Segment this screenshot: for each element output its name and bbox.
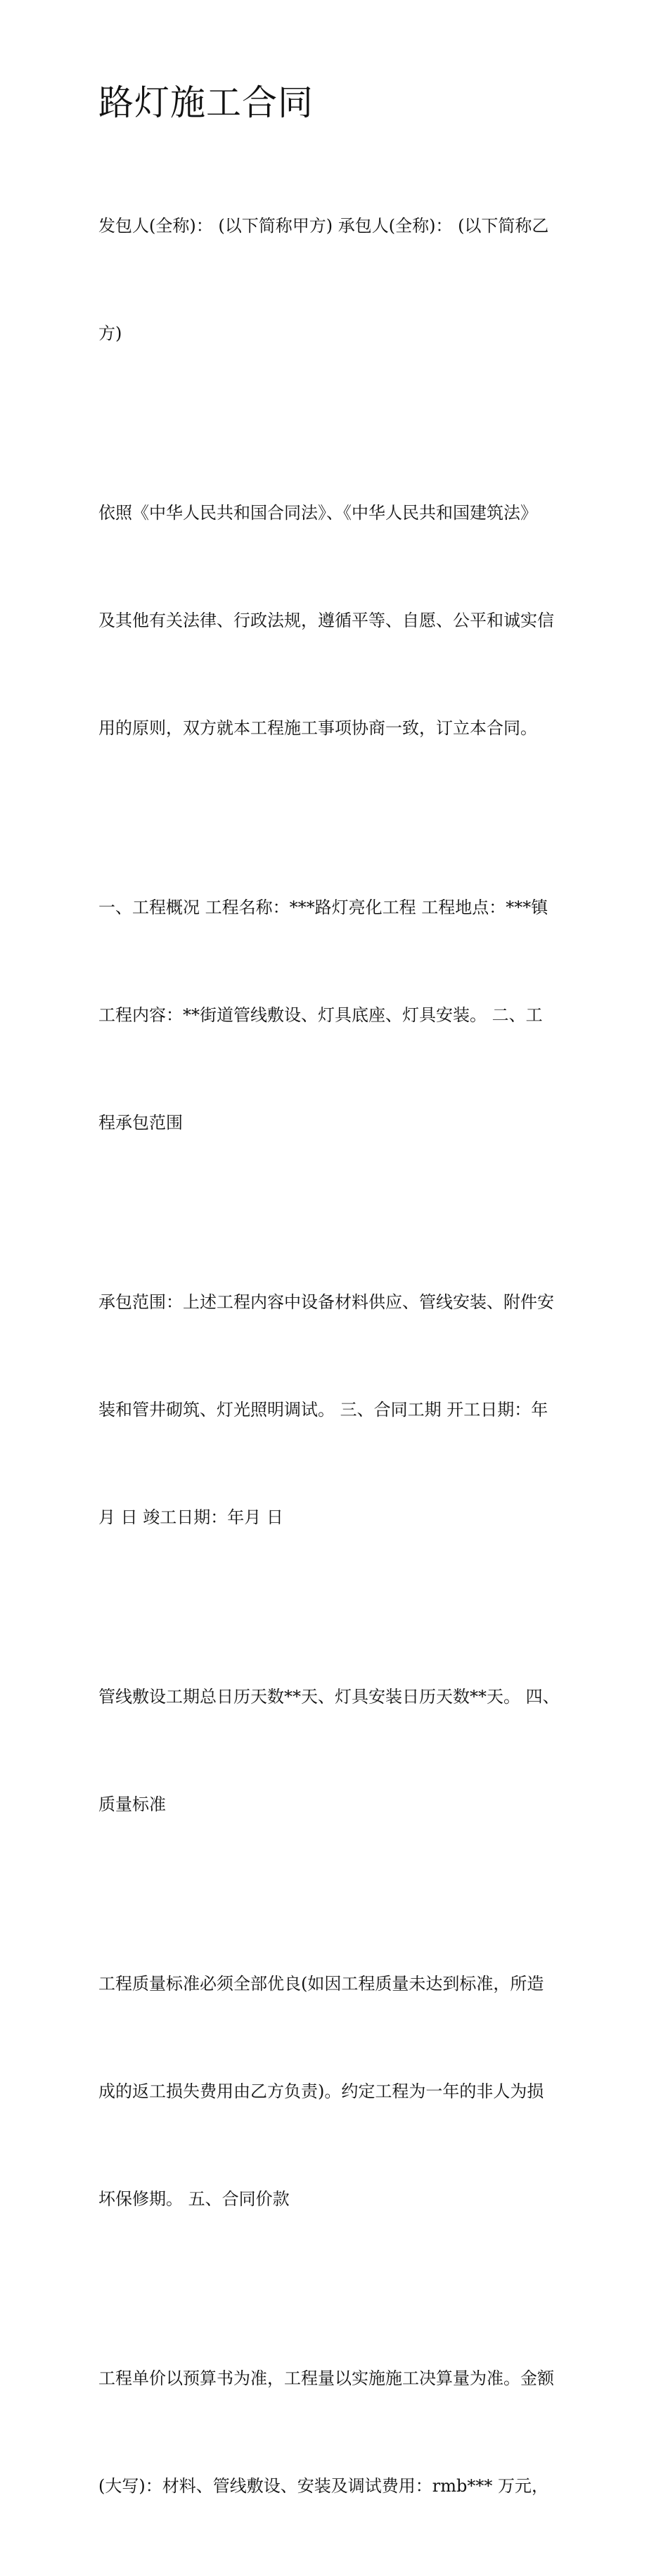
text-line: 发包人(全称)： (以下简称甲方) 承包人(全称)： (以下简称乙 xyxy=(98,216,549,236)
text-line: 管线敷设工期总日历天数**天、灯具安装日历天数**天。 四、 xyxy=(98,1687,560,1707)
text-line: 成的返工损失费用由乙方负责)。约定工程为一年的非人为损 xyxy=(98,2081,544,2101)
text-line: (大写)：材料、管线敷设、安装及调试费用：rmb*** 万元， xyxy=(98,2476,548,2496)
text-line: 用的原则，双方就本工程施工事项协商一致，订立本合同。 xyxy=(98,718,537,738)
text-line: 月 日 竣工日期：年月 日 xyxy=(98,1507,283,1527)
document-page xyxy=(98,76,577,2576)
paragraph-contract-scope xyxy=(98,1213,577,1607)
text-line: 承包范围：上述工程内容中设备材料供应、管线安装、附件安 xyxy=(98,1292,554,1312)
paragraph-parties xyxy=(98,136,577,423)
text-line: 工程单价以预算书为准，工程量以实施施工决算量为准。金额 xyxy=(98,2368,554,2388)
paragraph-project-overview xyxy=(98,818,577,1213)
text-line: 一、工程概况 工程名称：***路灯亮化工程 工程地点：***镇 xyxy=(98,898,548,917)
paragraph-legal-basis xyxy=(98,423,577,818)
text-line: 坏保修期。 五、合同价款 xyxy=(98,2189,290,2209)
document-title: 路灯施工合同 xyxy=(98,82,314,123)
text-line: 质量标准 xyxy=(98,1794,166,1814)
text-line: 依照《中华人民共和国合同法》、《中华人民共和国建筑法》 xyxy=(98,503,537,523)
text-line: 工程质量标准必须全部优良(如因工程质量未达到标准，所造 xyxy=(98,1974,544,1994)
text-line: 程承包范围 xyxy=(98,1113,183,1133)
text-line: 方) xyxy=(98,324,122,343)
text-line: 工程内容：**街道管线敷设、灯具底座、灯具安装。 二、工 xyxy=(98,1005,543,1025)
paragraph-schedule xyxy=(98,1607,577,1894)
paragraph-contract-price xyxy=(98,2289,577,2576)
paragraph-quality xyxy=(98,1894,577,2289)
text-line: 装和管井砌筑、灯光照明调试。 三、合同工期 开工日期：年 xyxy=(98,1400,548,1420)
text-line: 及其他有关法律、行政法规，遵循平等、自愿、公平和诚实信 xyxy=(98,611,554,630)
